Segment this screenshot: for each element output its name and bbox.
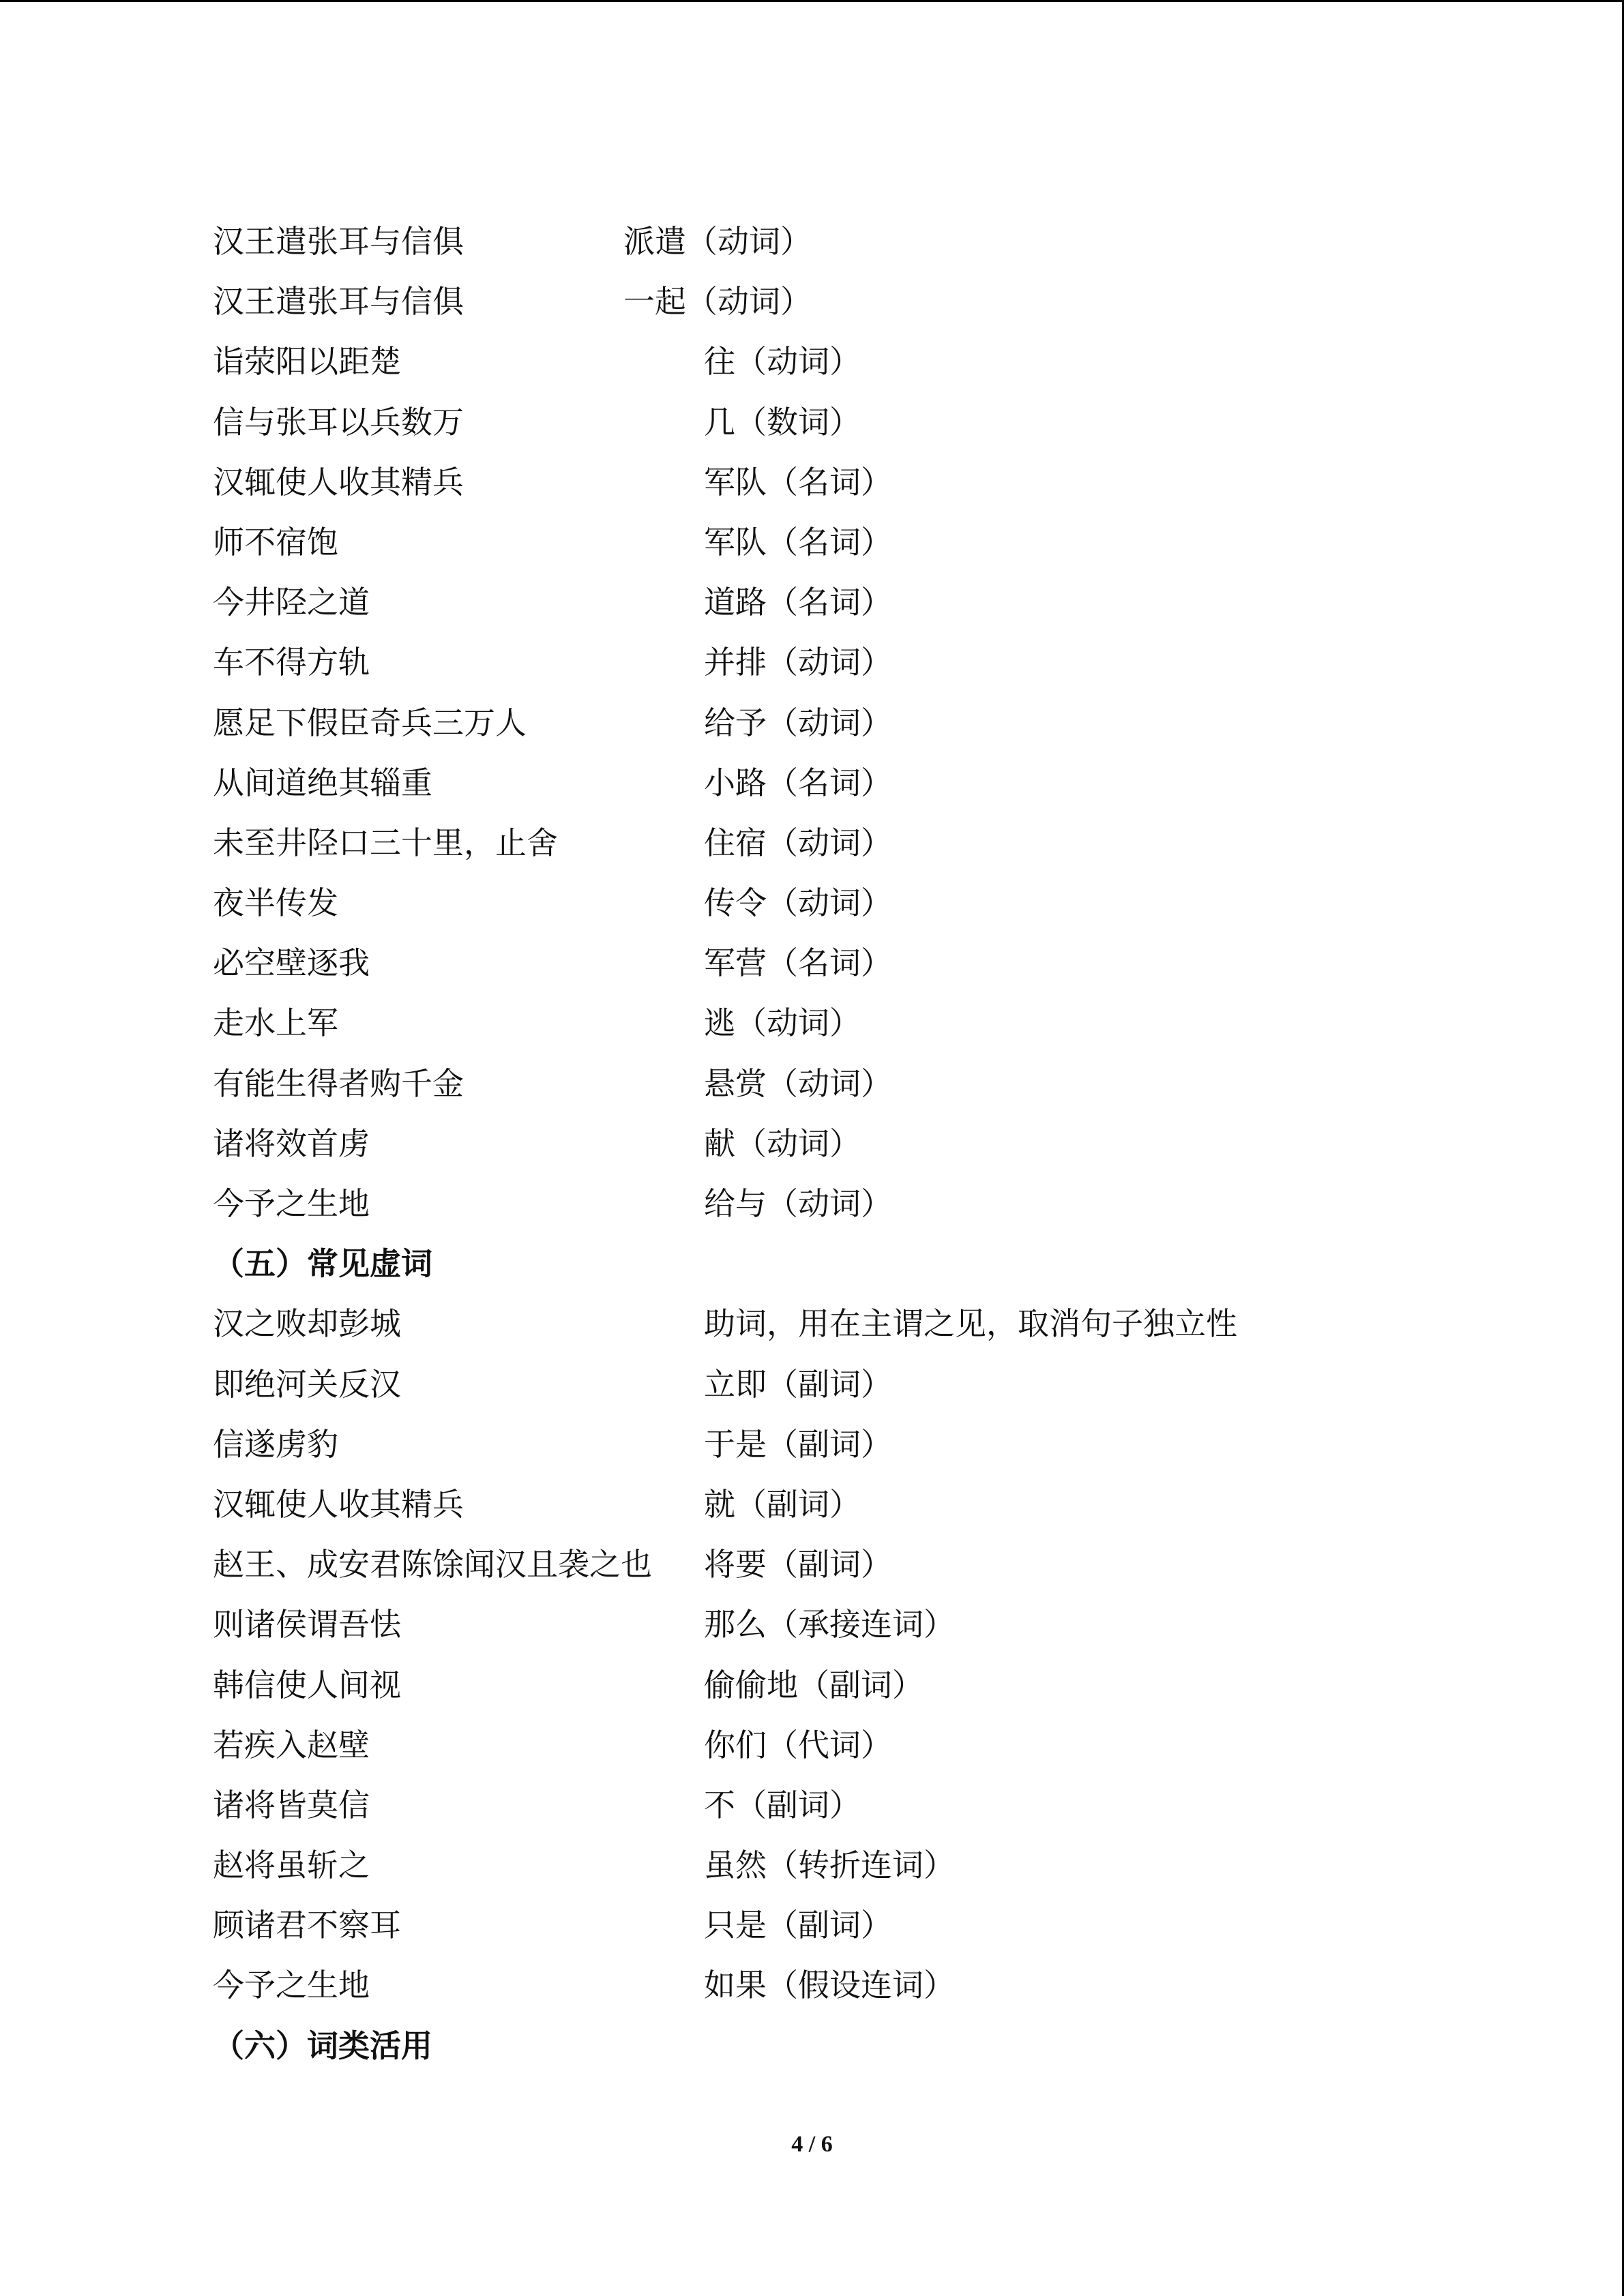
word-meaning: 你们（代词） <box>704 1726 892 1763</box>
list-item <box>213 572 1509 632</box>
word-meaning: 那么（承接连词） <box>704 1606 955 1643</box>
example-phrase: 诸将皆莫信 <box>213 1786 370 1823</box>
word-meaning: 虽然（转折连词） <box>704 1847 955 1884</box>
list-item <box>213 1414 1509 1474</box>
list-item <box>213 1294 1509 1354</box>
word-meaning: 往（动词） <box>704 343 861 381</box>
list-item <box>213 1054 1509 1114</box>
example-phrase: 夜半传发 <box>213 884 338 922</box>
example-phrase: 汉之败却彭城 <box>213 1305 401 1343</box>
word-meaning: 只是（副词） <box>704 1907 892 1944</box>
word-meaning: 派遣（动词） <box>623 223 812 260</box>
document-body <box>213 211 1509 2076</box>
list-item <box>213 512 1509 572</box>
list-item <box>213 271 1509 331</box>
list-item <box>213 993 1509 1053</box>
example-phrase: 汉王遣张耳与信俱 <box>213 223 464 260</box>
word-meaning: 献（动词） <box>704 1124 861 1162</box>
example-phrase: 则诸侯谓吾怯 <box>213 1606 401 1643</box>
example-phrase: 诸将效首虏 <box>213 1124 370 1162</box>
list-item <box>213 1655 1509 1715</box>
example-phrase: 即绝河关反汉 <box>213 1365 401 1403</box>
list-item <box>213 1534 1509 1594</box>
list-item <box>213 1174 1509 1234</box>
word-meaning: 道路（名词） <box>704 584 892 621</box>
word-meaning: 军队（名词） <box>704 463 892 501</box>
word-meaning: 给予（动词） <box>704 704 892 741</box>
list-item <box>213 452 1509 512</box>
example-phrase: 车不得方轨 <box>213 644 370 681</box>
word-meaning: 并排（动词） <box>704 644 892 681</box>
example-phrase: 有能生得者购千金 <box>213 1064 464 1102</box>
list-item <box>213 933 1509 993</box>
example-phrase: 赵将虽斩之 <box>213 1847 370 1884</box>
word-meaning: 逃（动词） <box>704 1004 861 1042</box>
example-phrase: 今井陉之道 <box>213 584 370 621</box>
list-item <box>213 331 1509 391</box>
list-item <box>213 1114 1509 1174</box>
page-number: 4 / 6 <box>791 2132 833 2157</box>
list-item <box>213 753 1509 813</box>
list-item <box>213 392 1509 452</box>
example-phrase: 汉辄使人收其精兵 <box>213 1485 464 1523</box>
example-phrase: 信遂虏豹 <box>213 1425 338 1463</box>
list-item <box>213 1594 1509 1654</box>
example-phrase: 走水上军 <box>213 1004 338 1042</box>
list-item <box>213 693 1509 753</box>
list-item <box>213 813 1509 873</box>
word-meaning: 军营（名词） <box>704 944 892 982</box>
example-phrase: 韩信使人间视 <box>213 1666 401 1703</box>
example-phrase: 诣荥阳以距楚 <box>213 343 401 381</box>
word-meaning: 一起（动词） <box>623 283 812 320</box>
vocabulary-list <box>213 211 1509 1234</box>
word-meaning: 悬赏（动词） <box>704 1064 892 1102</box>
example-phrase: 未至井陉口三十里，止舍 <box>213 824 558 861</box>
list-item <box>213 1474 1509 1534</box>
word-meaning: 如果（假设连词） <box>704 1967 955 2004</box>
example-phrase: 信与张耳以兵数万 <box>213 403 464 441</box>
word-meaning: 军队（名词） <box>704 523 892 561</box>
word-meaning: 将要（副词） <box>704 1546 892 1583</box>
list-item <box>213 211 1509 271</box>
example-phrase: 赵王、成安君陈馀闻汉且袭之也 <box>213 1546 652 1583</box>
example-phrase: 必空壁逐我 <box>213 944 370 982</box>
function-words-list <box>213 1294 1509 2015</box>
word-meaning: 立即（副词） <box>704 1365 892 1403</box>
list-item <box>213 873 1509 933</box>
word-meaning: 住宿（动词） <box>704 824 892 861</box>
page-border-top <box>0 0 1624 2</box>
example-phrase: 师不宿饱 <box>213 523 338 561</box>
example-phrase: 汉王遣张耳与信俱 <box>213 283 464 320</box>
example-phrase: 今予之生地 <box>213 1185 370 1222</box>
word-meaning: 偷偷地（副词） <box>704 1666 924 1703</box>
list-item <box>213 1835 1509 1895</box>
word-meaning: 小路（名词） <box>704 764 892 801</box>
example-phrase: 汉辄使人收其精兵 <box>213 463 464 501</box>
word-meaning: 给与（动词） <box>704 1185 892 1222</box>
section-heading-function-words: （五）常见虚词 <box>213 1245 432 1283</box>
example-phrase: 愿足下假臣奇兵三万人 <box>213 704 527 741</box>
word-meaning: 传令（动词） <box>704 884 892 922</box>
list-item <box>213 1715 1509 1775</box>
word-meaning: 就（副词） <box>704 1485 861 1523</box>
word-meaning: 于是（副词） <box>704 1425 892 1463</box>
list-item <box>213 632 1509 692</box>
example-phrase: 若疾入赵壁 <box>213 1726 370 1763</box>
word-meaning: 几（数词） <box>704 403 861 441</box>
example-phrase: 今予之生地 <box>213 1967 370 2004</box>
word-meaning: 助词，用在主谓之见，取消句子独立性 <box>704 1305 1237 1343</box>
section-heading-word-class-shift: （六）词类活用 <box>213 2027 432 2064</box>
example-phrase: 从间道绝其辎重 <box>213 764 432 801</box>
list-item <box>213 1775 1509 1835</box>
list-item <box>213 1354 1509 1414</box>
list-item <box>213 1955 1509 2015</box>
word-meaning: 不（副词） <box>704 1786 861 1823</box>
list-item <box>213 1895 1509 1955</box>
example-phrase: 顾诸君不察耳 <box>213 1907 401 1944</box>
